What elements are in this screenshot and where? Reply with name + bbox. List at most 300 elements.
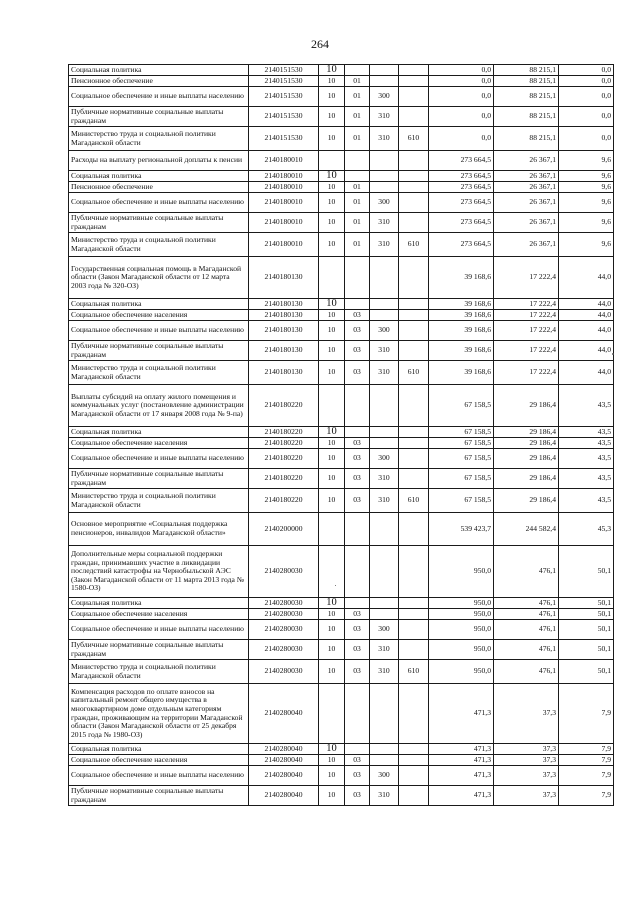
cell-name: Социальная политика — [69, 299, 249, 310]
cell-name: Социальная политика — [69, 65, 249, 76]
cell-executed: 88 215,1 — [494, 76, 559, 87]
cell-subsection: 01 — [345, 213, 370, 233]
table-row — [69, 213, 614, 233]
cell-target-article: 2140151530 — [249, 87, 319, 107]
cell-expense-type — [370, 598, 399, 609]
table-row — [69, 755, 614, 766]
cell-target-article: 2140280040 — [249, 766, 319, 786]
cell-subsection — [345, 684, 370, 744]
cell-percent: 9,6 — [559, 233, 614, 257]
cell-percent: 44,0 — [559, 361, 614, 385]
cell-percent: 45,3 — [559, 513, 614, 546]
cell-approved: 39 168,6 — [429, 321, 494, 341]
cell-executed: 37,3 — [494, 755, 559, 766]
cell-percent: 7,9 — [559, 755, 614, 766]
cell-target-article: 2140280030 — [249, 546, 319, 598]
cell-section: 10 — [319, 107, 345, 127]
cell-department-code — [399, 171, 429, 182]
cell-name: Министерство труда и социальной политики Магаданской области — [69, 361, 249, 385]
cell-approved: 39 168,6 — [429, 299, 494, 310]
cell-target-article: 2140180130 — [249, 299, 319, 310]
cell-approved: 950,0 — [429, 609, 494, 620]
cell-expense-type — [370, 609, 399, 620]
cell-target-article: 2140280040 — [249, 744, 319, 755]
cell-expense-type — [370, 310, 399, 321]
cell-percent: 50,1 — [559, 546, 614, 598]
cell-approved: 273 664,5 — [429, 193, 494, 213]
cell-executed: 29 186,4 — [494, 469, 559, 489]
cell-executed: 88 215,1 — [494, 65, 559, 76]
cell-name: Министерство труда и социальной политики Магаданской области — [69, 489, 249, 513]
cell-executed: 29 186,4 — [494, 438, 559, 449]
table-row — [69, 546, 614, 598]
cell-subsection — [345, 257, 370, 299]
cell-subsection — [345, 598, 370, 609]
cell-department-code — [399, 182, 429, 193]
cell-subsection: 03 — [345, 310, 370, 321]
cell-expense-type: 300 — [370, 449, 399, 469]
cell-percent: 9,6 — [559, 182, 614, 193]
cell-target-article: 2140151530 — [249, 76, 319, 87]
table-row — [69, 598, 614, 609]
cell-subsection — [345, 385, 370, 427]
cell-expense-type: 310 — [370, 213, 399, 233]
cell-section — [319, 684, 345, 744]
cell-target-article: 2140180010 — [249, 151, 319, 171]
cell-expense-type — [370, 684, 399, 744]
budget-table-body — [69, 65, 614, 806]
cell-percent: 50,1 — [559, 598, 614, 609]
cell-expense-type: 300 — [370, 193, 399, 213]
cell-section: 10 — [319, 65, 345, 76]
cell-subsection — [345, 151, 370, 171]
cell-percent: 43,5 — [559, 427, 614, 438]
table-row — [69, 620, 614, 640]
table-row — [69, 65, 614, 76]
cell-percent: 50,1 — [559, 660, 614, 684]
cell-expense-type — [370, 65, 399, 76]
cell-approved: 67 158,5 — [429, 469, 494, 489]
cell-percent: 9,6 — [559, 171, 614, 182]
cell-subsection: 03 — [345, 361, 370, 385]
table-row — [69, 438, 614, 449]
cell-subsection: 03 — [345, 609, 370, 620]
table-row — [69, 684, 614, 744]
cell-department-code — [399, 87, 429, 107]
cell-subsection: 03 — [345, 341, 370, 361]
cell-executed: 17 222,4 — [494, 257, 559, 299]
cell-approved: 0,0 — [429, 76, 494, 87]
cell-percent: 0,0 — [559, 87, 614, 107]
cell-executed: 26 367,1 — [494, 182, 559, 193]
cell-executed: 26 367,1 — [494, 171, 559, 182]
cell-expense-type — [370, 182, 399, 193]
cell-target-article: 2140280030 — [249, 609, 319, 620]
cell-percent: 43,5 — [559, 385, 614, 427]
table-row — [69, 182, 614, 193]
table-row — [69, 766, 614, 786]
cell-expense-type: 310 — [370, 127, 399, 151]
cell-expense-type: 310 — [370, 489, 399, 513]
cell-executed: 88 215,1 — [494, 87, 559, 107]
cell-expense-type: 310 — [370, 469, 399, 489]
cell-expense-type — [370, 76, 399, 87]
table-row — [69, 76, 614, 87]
cell-department-code — [399, 546, 429, 598]
cell-name: Социальное обеспечение населения — [69, 310, 249, 321]
table-row — [69, 361, 614, 385]
cell-executed: 476,1 — [494, 640, 559, 660]
cell-approved: 39 168,6 — [429, 361, 494, 385]
cell-section: 10 — [319, 744, 345, 755]
cell-subsection: 03 — [345, 469, 370, 489]
cell-approved: 471,3 — [429, 744, 494, 755]
cell-subsection: 01 — [345, 182, 370, 193]
cell-target-article: 2140151530 — [249, 65, 319, 76]
cell-department-code — [399, 257, 429, 299]
table-row — [69, 609, 614, 620]
cell-name: Пенсионное обеспечение — [69, 182, 249, 193]
cell-section: 10 — [319, 127, 345, 151]
table-row — [69, 257, 614, 299]
cell-executed: 17 222,4 — [494, 341, 559, 361]
cell-target-article: 2140180010 — [249, 171, 319, 182]
cell-target-article: 2140180130 — [249, 361, 319, 385]
cell-section: 10 — [319, 361, 345, 385]
page-number: 264 — [311, 37, 329, 51]
cell-section: 10 — [319, 660, 345, 684]
cell-department-code — [399, 744, 429, 755]
cell-department-code: 610 — [399, 233, 429, 257]
table-row — [69, 151, 614, 171]
cell-department-code — [399, 513, 429, 546]
cell-expense-type: 310 — [370, 786, 399, 806]
cell-percent: 43,5 — [559, 489, 614, 513]
cell-executed: 17 222,4 — [494, 299, 559, 310]
table-row — [69, 744, 614, 755]
cell-name: Пенсионное обеспечение — [69, 76, 249, 87]
cell-percent: 7,9 — [559, 684, 614, 744]
table-row — [69, 171, 614, 182]
cell-name: Министерство труда и социальной политики Магаданской области — [69, 127, 249, 151]
cell-subsection: 01 — [345, 127, 370, 151]
cell-section: 10 — [319, 449, 345, 469]
cell-executed: 37,3 — [494, 786, 559, 806]
cell-percent: 44,0 — [559, 257, 614, 299]
cell-target-article: 2140180010 — [249, 233, 319, 257]
cell-subsection — [345, 171, 370, 182]
cell-percent: 43,5 — [559, 438, 614, 449]
cell-approved: 471,3 — [429, 786, 494, 806]
table-row — [69, 127, 614, 151]
cell-percent: 43,5 — [559, 469, 614, 489]
cell-approved: 950,0 — [429, 640, 494, 660]
cell-department-code — [399, 449, 429, 469]
cell-department-code: 610 — [399, 127, 429, 151]
cell-department-code — [399, 427, 429, 438]
cell-subsection: 03 — [345, 449, 370, 469]
cell-department-code — [399, 598, 429, 609]
cell-target-article: 2140180130 — [249, 321, 319, 341]
table-row — [69, 299, 614, 310]
cell-approved: 273 664,5 — [429, 213, 494, 233]
cell-section: 10 — [319, 427, 345, 438]
cell-department-code — [399, 766, 429, 786]
cell-expense-type: 300 — [370, 766, 399, 786]
cell-department-code — [399, 65, 429, 76]
cell-percent: 0,0 — [559, 127, 614, 151]
cell-subsection: 01 — [345, 193, 370, 213]
cell-executed: 17 222,4 — [494, 361, 559, 385]
table-row — [69, 233, 614, 257]
cell-percent: 7,9 — [559, 786, 614, 806]
cell-target-article: 2140180220 — [249, 489, 319, 513]
table-row — [69, 385, 614, 427]
cell-approved: 67 158,5 — [429, 427, 494, 438]
cell-executed: 244 582,4 — [494, 513, 559, 546]
cell-section — [319, 151, 345, 171]
cell-approved: 273 664,5 — [429, 233, 494, 257]
table-row — [69, 469, 614, 489]
cell-name: Социальная политика — [69, 171, 249, 182]
cell-name: Социальное обеспечение и иные выплаты населению — [69, 87, 249, 107]
cell-subsection: 03 — [345, 620, 370, 640]
cell-department-code — [399, 107, 429, 127]
cell-approved: 273 664,5 — [429, 151, 494, 171]
cell-executed: 476,1 — [494, 620, 559, 640]
cell-target-article: 2140280030 — [249, 620, 319, 640]
cell-executed: 29 186,4 — [494, 489, 559, 513]
cell-name: Социальное обеспечение и иные выплаты населению — [69, 766, 249, 786]
cell-target-article: 2140280040 — [249, 755, 319, 766]
cell-name: Публичные нормативные социальные выплаты гражданам — [69, 341, 249, 361]
cell-approved: 950,0 — [429, 546, 494, 598]
cell-subsection — [345, 744, 370, 755]
cell-department-code — [399, 786, 429, 806]
cell-expense-type — [370, 171, 399, 182]
cell-name: Публичные нормативные социальные выплаты гражданам — [69, 469, 249, 489]
cell-name: Расходы на выплату региональной доплаты к пенсии — [69, 151, 249, 171]
cell-department-code — [399, 321, 429, 341]
cell-executed: 476,1 — [494, 598, 559, 609]
cell-section: 10 — [319, 193, 345, 213]
cell-section: 10 — [319, 321, 345, 341]
cell-target-article: 2140180220 — [249, 427, 319, 438]
cell-section — [319, 546, 345, 598]
table-row — [69, 107, 614, 127]
cell-subsection — [345, 427, 370, 438]
cell-target-article: 2140180130 — [249, 341, 319, 361]
cell-name: Компенсация расходов по оплате взносов на капитальный ремонт общего имущества в многоквартирном доме отдельным категориям граждан, проживающим на территории Магаданской области (Закон Магаданской области от 25 декабря 2015 года № 1980-ОЗ) — [69, 684, 249, 744]
cell-target-article: 2140180220 — [249, 438, 319, 449]
cell-section — [319, 385, 345, 427]
cell-department-code: 610 — [399, 660, 429, 684]
table-row — [69, 341, 614, 361]
cell-section — [319, 257, 345, 299]
cell-expense-type: 310 — [370, 660, 399, 684]
cell-executed: 88 215,1 — [494, 127, 559, 151]
cell-approved: 471,3 — [429, 766, 494, 786]
cell-percent: 50,1 — [559, 620, 614, 640]
cell-target-article: 2140180220 — [249, 385, 319, 427]
cell-expense-type: 310 — [370, 233, 399, 257]
cell-subsection: 03 — [345, 640, 370, 660]
cell-percent: 9,6 — [559, 193, 614, 213]
cell-approved: 950,0 — [429, 660, 494, 684]
cell-executed: 37,3 — [494, 766, 559, 786]
cell-subsection: 03 — [345, 438, 370, 449]
cell-department-code — [399, 341, 429, 361]
cell-executed: 476,1 — [494, 546, 559, 598]
cell-department-code — [399, 193, 429, 213]
cell-subsection — [345, 513, 370, 546]
cell-name: Министерство труда и социальной политики Магаданской области — [69, 660, 249, 684]
cell-subsection: 01 — [345, 87, 370, 107]
cell-section: 10 — [319, 786, 345, 806]
cell-name: Социальная политика — [69, 744, 249, 755]
cell-approved: 471,3 — [429, 684, 494, 744]
cell-name: Социальное обеспечение и иные выплаты населению — [69, 620, 249, 640]
cell-executed: 29 186,4 — [494, 449, 559, 469]
cell-approved: 67 158,5 — [429, 449, 494, 469]
table-row — [69, 640, 614, 660]
cell-percent: 44,0 — [559, 299, 614, 310]
cell-name: Выплаты субсидий на оплату жилого помещения и коммунальных услуг (постановление администрации Магаданской области от 17 января 2008 года № 9-па) — [69, 385, 249, 427]
cell-subsection: 01 — [345, 233, 370, 257]
table-row — [69, 193, 614, 213]
cell-target-article: 2140280040 — [249, 786, 319, 806]
cell-subsection — [345, 65, 370, 76]
cell-executed: 37,3 — [494, 744, 559, 755]
cell-approved: 67 158,5 — [429, 385, 494, 427]
cell-expense-type: 300 — [370, 87, 399, 107]
cell-section: 10 — [319, 299, 345, 310]
cell-expense-type: 310 — [370, 341, 399, 361]
cell-section: 10 — [319, 598, 345, 609]
table-row — [69, 321, 614, 341]
cell-percent: 50,1 — [559, 609, 614, 620]
cell-expense-type — [370, 385, 399, 427]
cell-expense-type — [370, 427, 399, 438]
cell-expense-type: 310 — [370, 361, 399, 385]
table-row — [69, 87, 614, 107]
cell-executed: 26 367,1 — [494, 213, 559, 233]
cell-section: 10 — [319, 469, 345, 489]
cell-department-code — [399, 385, 429, 427]
cell-expense-type — [370, 546, 399, 598]
cell-percent: 7,9 — [559, 766, 614, 786]
cell-name: Социальное обеспечение и иные выплаты населению — [69, 193, 249, 213]
cell-executed: 29 186,4 — [494, 385, 559, 427]
cell-section: 10 — [319, 620, 345, 640]
cell-approved: 0,0 — [429, 127, 494, 151]
cell-approved: 0,0 — [429, 107, 494, 127]
cell-target-article: 2140180130 — [249, 257, 319, 299]
table-row — [69, 786, 614, 806]
cell-section: 10 — [319, 489, 345, 513]
cell-approved: 950,0 — [429, 620, 494, 640]
scan-speck — [335, 585, 336, 586]
cell-approved: 39 168,6 — [429, 257, 494, 299]
cell-subsection — [345, 299, 370, 310]
cell-name: Публичные нормативные социальные выплаты гражданам — [69, 786, 249, 806]
cell-target-article: 2140180010 — [249, 193, 319, 213]
cell-name: Социальная политика — [69, 427, 249, 438]
cell-executed: 26 367,1 — [494, 193, 559, 213]
cell-name: Дополнительные меры социальной поддержки граждан, принимавших участие в ликвидации последствий катастрофы на Чернобыльской АЭС (Закон Магаданской области от 11 марта 2013 года № 1580-ОЗ) — [69, 546, 249, 598]
cell-name: Социальное обеспечение населения — [69, 609, 249, 620]
cell-department-code — [399, 684, 429, 744]
cell-target-article: 2140151530 — [249, 107, 319, 127]
cell-subsection: 03 — [345, 786, 370, 806]
cell-name: Социальное обеспечение населения — [69, 438, 249, 449]
cell-approved: 471,3 — [429, 755, 494, 766]
cell-department-code — [399, 213, 429, 233]
table-row — [69, 660, 614, 684]
cell-executed: 476,1 — [494, 609, 559, 620]
cell-name: Социальное обеспечение населения — [69, 755, 249, 766]
cell-section: 10 — [319, 609, 345, 620]
table-row — [69, 310, 614, 321]
cell-expense-type — [370, 744, 399, 755]
cell-subsection: 03 — [345, 755, 370, 766]
cell-executed: 17 222,4 — [494, 321, 559, 341]
cell-subsection: 01 — [345, 107, 370, 127]
cell-percent: 0,0 — [559, 107, 614, 127]
cell-percent: 43,5 — [559, 449, 614, 469]
cell-target-article: 2140200000 — [249, 513, 319, 546]
cell-target-article: 2140280030 — [249, 660, 319, 684]
cell-expense-type: 300 — [370, 321, 399, 341]
cell-target-article: 2140180010 — [249, 213, 319, 233]
cell-percent: 9,6 — [559, 213, 614, 233]
cell-percent: 44,0 — [559, 310, 614, 321]
cell-name: Публичные нормативные социальные выплаты гражданам — [69, 213, 249, 233]
cell-subsection: 03 — [345, 489, 370, 513]
cell-executed: 17 222,4 — [494, 310, 559, 321]
cell-section: 10 — [319, 755, 345, 766]
cell-percent: 50,1 — [559, 640, 614, 660]
cell-name: Государственная социальная помощь в Магаданской области (Закон Магаданской области от 12 марта 2003 года № 320-ОЗ) — [69, 257, 249, 299]
cell-target-article: 2140180220 — [249, 469, 319, 489]
cell-executed: 88 215,1 — [494, 107, 559, 127]
cell-section: 10 — [319, 438, 345, 449]
cell-subsection: 03 — [345, 321, 370, 341]
budget-table — [68, 64, 614, 806]
cell-section: 10 — [319, 233, 345, 257]
cell-name: Основное мероприятие «Социальная поддержка пенсионеров, инвалидов Магаданской области» — [69, 513, 249, 546]
cell-department-code — [399, 620, 429, 640]
cell-executed: 37,3 — [494, 684, 559, 744]
cell-target-article: 2140180220 — [249, 449, 319, 469]
scan-speck — [612, 353, 614, 355]
cell-department-code: 610 — [399, 489, 429, 513]
cell-name: Министерство труда и социальной политики Магаданской области — [69, 233, 249, 257]
cell-percent: 0,0 — [559, 65, 614, 76]
cell-department-code — [399, 469, 429, 489]
table-row — [69, 489, 614, 513]
cell-section: 10 — [319, 182, 345, 193]
cell-target-article: 2140151530 — [249, 127, 319, 151]
cell-expense-type: 310 — [370, 107, 399, 127]
cell-expense-type — [370, 151, 399, 171]
cell-executed: 29 186,4 — [494, 427, 559, 438]
cell-section: 10 — [319, 213, 345, 233]
cell-expense-type — [370, 513, 399, 546]
table-row — [69, 449, 614, 469]
cell-department-code — [399, 76, 429, 87]
cell-expense-type — [370, 438, 399, 449]
